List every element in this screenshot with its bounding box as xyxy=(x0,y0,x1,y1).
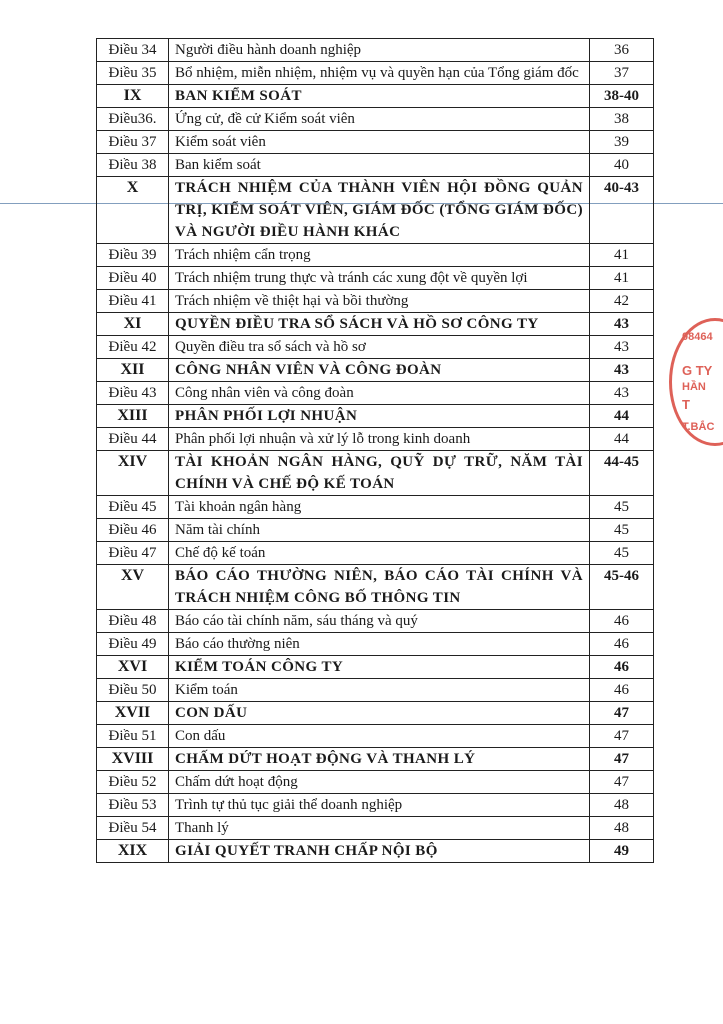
chapter-title: PHÂN PHỐI LỢI NHUẬN xyxy=(169,405,590,428)
article-title: Người điều hành doanh nghiệp xyxy=(169,39,590,62)
article-title: Trách nhiệm cẩn trọng xyxy=(169,244,590,267)
article-number: Điều 47 xyxy=(97,542,169,565)
article-row xyxy=(97,633,654,656)
chapter-number: XIV xyxy=(97,451,169,496)
page-number: 46 xyxy=(590,610,654,633)
article-row xyxy=(97,542,654,565)
chapter-number: XVIII xyxy=(97,748,169,771)
page-number: 45 xyxy=(590,519,654,542)
article-title: Chấm dứt hoạt động xyxy=(169,771,590,794)
chapter-row xyxy=(97,702,654,725)
article-row xyxy=(97,62,654,85)
page-number: 37 xyxy=(590,62,654,85)
article-number: Điều 40 xyxy=(97,267,169,290)
chapter-row xyxy=(97,313,654,336)
article-title: Kiểm toán xyxy=(169,679,590,702)
article-title: Công nhân viên và công đoàn xyxy=(169,382,590,405)
article-number: Điều 43 xyxy=(97,382,169,405)
stamp-text: 08464 xyxy=(682,331,713,343)
article-title: Báo cáo thường niên xyxy=(169,633,590,656)
article-title: Trách nhiệm trung thực và tránh các xung đột về quyền lợi xyxy=(169,267,590,290)
table-of-contents xyxy=(96,38,654,863)
chapter-number: XII xyxy=(97,359,169,382)
page-number: 39 xyxy=(590,131,654,154)
page-number: 42 xyxy=(590,290,654,313)
article-number: Điều 37 xyxy=(97,131,169,154)
article-number: Điều 51 xyxy=(97,725,169,748)
stamp-text: T xyxy=(682,397,690,412)
page-number: 38-40 xyxy=(590,85,654,108)
page-number: 48 xyxy=(590,817,654,840)
article-title: Con dấu xyxy=(169,725,590,748)
article-title: Trách nhiệm về thiệt hại và bồi thường xyxy=(169,290,590,313)
article-row xyxy=(97,39,654,62)
article-row xyxy=(97,725,654,748)
page-number: 36 xyxy=(590,39,654,62)
chapter-title: GIẢI QUYẾT TRANH CHẤP NỘI BỘ xyxy=(169,840,590,863)
page-number: 40-43 xyxy=(590,177,654,244)
article-row xyxy=(97,108,654,131)
page-number: 47 xyxy=(590,702,654,725)
page-number: 49 xyxy=(590,840,654,863)
article-title: Ban kiểm soát xyxy=(169,154,590,177)
article-title: Chế độ kế toán xyxy=(169,542,590,565)
article-row xyxy=(97,336,654,359)
chapter-row xyxy=(97,85,654,108)
company-seal-stamp xyxy=(669,318,723,446)
stamp-text: HẦN xyxy=(682,381,706,393)
chapter-title: CÔNG NHÂN VIÊN VÀ CÔNG ĐOÀN xyxy=(169,359,590,382)
page-number: 45-46 xyxy=(590,565,654,610)
page-number: 43 xyxy=(590,336,654,359)
chapter-number: XVI xyxy=(97,656,169,679)
article-number: Điều 44 xyxy=(97,428,169,451)
page-number: 41 xyxy=(590,244,654,267)
page-number: 44 xyxy=(590,405,654,428)
article-title: Quyền điều tra sổ sách và hồ sơ xyxy=(169,336,590,359)
article-number: Điều 35 xyxy=(97,62,169,85)
page-number: 46 xyxy=(590,633,654,656)
page-number: 43 xyxy=(590,359,654,382)
article-row xyxy=(97,771,654,794)
chapter-title: TÀI KHOẢN NGÂN HÀNG, QUỸ DỰ TRỮ, NĂM TÀI CHÍNH VÀ CHẾ ĐỘ KẾ TOÁN xyxy=(169,451,590,496)
article-row xyxy=(97,131,654,154)
page-number: 38 xyxy=(590,108,654,131)
chapter-row xyxy=(97,656,654,679)
article-row xyxy=(97,244,654,267)
article-row xyxy=(97,290,654,313)
article-row xyxy=(97,428,654,451)
page-number: 43 xyxy=(590,313,654,336)
chapter-row xyxy=(97,451,654,496)
chapter-number: IX xyxy=(97,85,169,108)
article-number: Điều 48 xyxy=(97,610,169,633)
chapter-number: XV xyxy=(97,565,169,610)
article-row xyxy=(97,817,654,840)
chapter-title: QUYỀN ĐIỀU TRA SỔ SÁCH VÀ HỒ SƠ CÔNG TY xyxy=(169,313,590,336)
chapter-number: XI xyxy=(97,313,169,336)
stamp-text: G TY xyxy=(682,363,713,378)
article-number: Điều 49 xyxy=(97,633,169,656)
article-number: Điều 42 xyxy=(97,336,169,359)
page-number: 47 xyxy=(590,771,654,794)
stamp-text: T.BẮC xyxy=(682,421,715,433)
article-number: Điều 39 xyxy=(97,244,169,267)
article-title: Năm tài chính xyxy=(169,519,590,542)
chapter-number: X xyxy=(97,177,169,244)
article-row xyxy=(97,496,654,519)
chapter-title: TRÁCH NHIỆM CỦA THÀNH VIÊN HỘI ĐỒNG QUẢN TRỊ, KIỂM SOÁT VIÊN, GIÁM ĐỐC (TỔNG GIÁM ĐỐC) VÀ NGƯỜI ĐIỀU HÀNH KHÁC xyxy=(169,177,590,244)
article-number: Điều 46 xyxy=(97,519,169,542)
article-number: Điều 54 xyxy=(97,817,169,840)
page-number: 46 xyxy=(590,679,654,702)
chapter-title: BAN KIỂM SOÁT xyxy=(169,85,590,108)
page-number: 46 xyxy=(590,656,654,679)
article-title: Phân phối lợi nhuận và xử lý lỗ trong kinh doanh xyxy=(169,428,590,451)
chapter-row xyxy=(97,359,654,382)
article-row xyxy=(97,519,654,542)
chapter-row xyxy=(97,565,654,610)
article-row xyxy=(97,794,654,817)
article-row xyxy=(97,267,654,290)
chapter-number: XVII xyxy=(97,702,169,725)
page-number: 41 xyxy=(590,267,654,290)
article-number: Điều 45 xyxy=(97,496,169,519)
article-number: Điều 41 xyxy=(97,290,169,313)
chapter-row xyxy=(97,748,654,771)
chapter-row xyxy=(97,177,654,244)
page-number: 45 xyxy=(590,542,654,565)
page-number: 47 xyxy=(590,725,654,748)
article-title: Báo cáo tài chính năm, sáu tháng và quý xyxy=(169,610,590,633)
article-title: Tài khoản ngân hàng xyxy=(169,496,590,519)
page-number: 40 xyxy=(590,154,654,177)
article-title: Ứng cử, đề cử Kiểm soát viên xyxy=(169,108,590,131)
article-number: Điều 34 xyxy=(97,39,169,62)
chapter-number: XIII xyxy=(97,405,169,428)
article-title: Kiểm soát viên xyxy=(169,131,590,154)
article-title: Trình tự thủ tục giải thể doanh nghiệp xyxy=(169,794,590,817)
article-number: Điều36. xyxy=(97,108,169,131)
chapter-number: XIX xyxy=(97,840,169,863)
article-row xyxy=(97,154,654,177)
page-number: 44-45 xyxy=(590,451,654,496)
article-row xyxy=(97,679,654,702)
chapter-title: CON DẤU xyxy=(169,702,590,725)
page-number: 47 xyxy=(590,748,654,771)
page-number: 44 xyxy=(590,428,654,451)
article-number: Điều 53 xyxy=(97,794,169,817)
page-number: 45 xyxy=(590,496,654,519)
article-number: Điều 50 xyxy=(97,679,169,702)
article-title: Thanh lý xyxy=(169,817,590,840)
page-number: 48 xyxy=(590,794,654,817)
article-row xyxy=(97,610,654,633)
article-row xyxy=(97,382,654,405)
page-number: 43 xyxy=(590,382,654,405)
chapter-title: CHẤM DỨT HOẠT ĐỘNG VÀ THANH LÝ xyxy=(169,748,590,771)
article-number: Điều 38 xyxy=(97,154,169,177)
article-title: Bổ nhiệm, miễn nhiệm, nhiệm vụ và quyền hạn của Tổng giám đốc xyxy=(169,62,590,85)
chapter-row xyxy=(97,405,654,428)
article-number: Điều 52 xyxy=(97,771,169,794)
chapter-title: KIỂM TOÁN CÔNG TY xyxy=(169,656,590,679)
chapter-title: BÁO CÁO THƯỜNG NIÊN, BÁO CÁO TÀI CHÍNH VÀ TRÁCH NHIỆM CÔNG BỐ THÔNG TIN xyxy=(169,565,590,610)
chapter-row xyxy=(97,840,654,863)
